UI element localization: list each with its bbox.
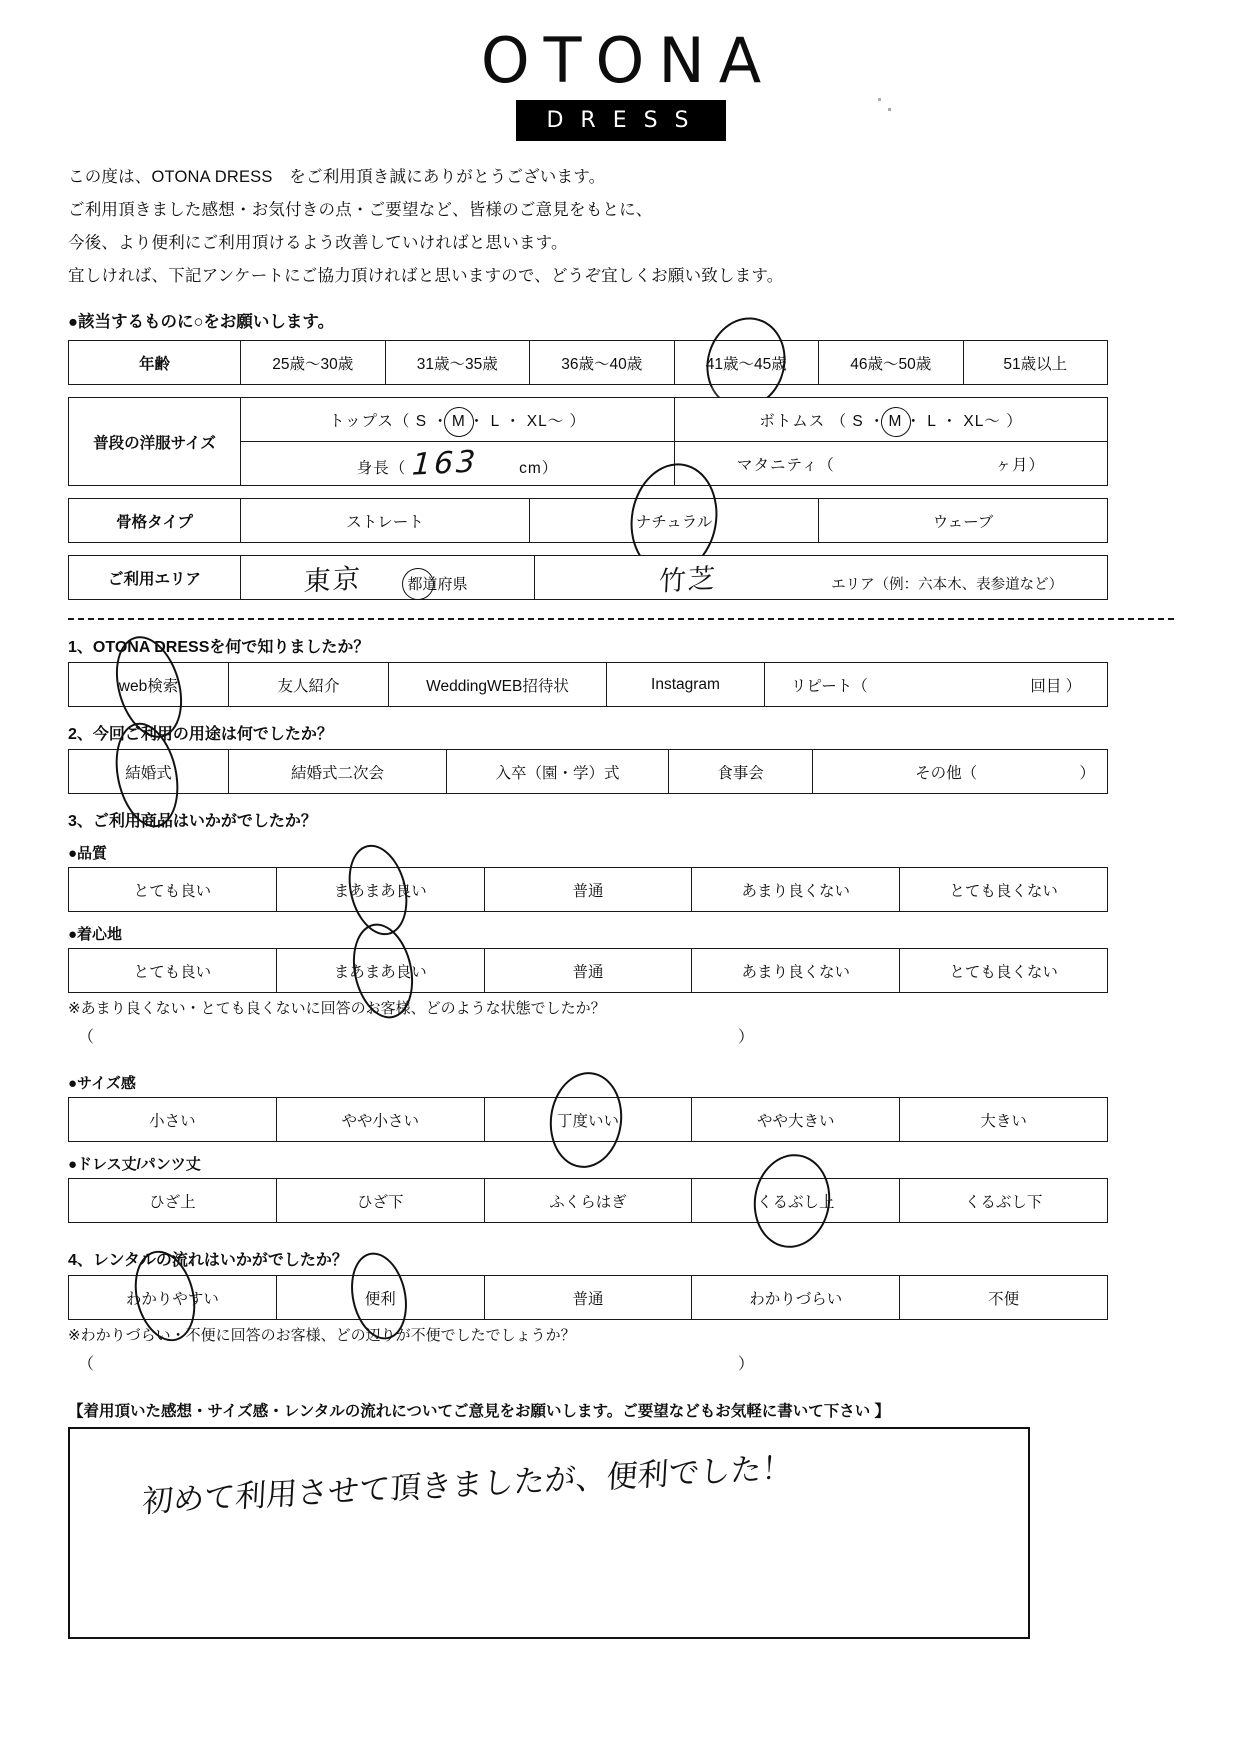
q3-comfort-note-input[interactable] <box>78 1024 1242 1046</box>
section-divider <box>68 618 1174 620</box>
q1-option-1[interactable] <box>229 663 389 707</box>
intro-text <box>68 163 1242 286</box>
age-option-4[interactable] <box>819 341 964 385</box>
table-row <box>69 1098 1108 1142</box>
tops-selected-size[interactable] <box>449 413 469 431</box>
option-label: ひざ上 <box>149 1193 196 1211</box>
maternity-label: マタニティ（ <box>737 456 835 474</box>
q3-size-feel-option-1[interactable] <box>276 1098 484 1142</box>
area-detail-cell[interactable] <box>535 556 1108 600</box>
tops-suffix: ・ L ・ XL～ ） <box>468 412 587 430</box>
scan-speck <box>878 98 881 101</box>
age-option-label: 36歳～40歳 <box>561 355 643 373</box>
q2-table <box>68 749 1108 794</box>
q3-quality-option-4[interactable] <box>900 868 1108 912</box>
frame-type-option-1[interactable] <box>530 499 819 543</box>
intro-line-3: 今後、より便利にご利用頂けるよう改善していければと思います。 <box>68 234 568 252</box>
q4-option-4[interactable] <box>900 1276 1108 1320</box>
height-value: 163 <box>410 444 479 483</box>
q2-other-label-right: ） <box>1079 764 1095 782</box>
age-option-3[interactable] <box>674 341 819 385</box>
q1-option-label: 友人紹介 <box>277 677 340 695</box>
age-option-label: 25歳～30歳 <box>272 355 354 373</box>
age-table <box>68 340 1108 385</box>
q3-heading: 3、ご利用商品はいかがでしたか？ <box>68 813 317 830</box>
q3-length-option-2[interactable] <box>484 1179 692 1223</box>
age-option-label: 31歳～35歳 <box>416 355 498 373</box>
q1-option-3[interactable] <box>607 663 765 707</box>
frame-type-option-label: ナチュラル <box>635 513 713 531</box>
option-label: あまり良くない <box>741 882 851 900</box>
option-label: とても良くない <box>949 963 1058 981</box>
q3-length-table <box>68 1178 1108 1223</box>
option-label: 不便 <box>988 1290 1020 1308</box>
maternity-unit: ヶ月） <box>995 456 1045 474</box>
brand-name: OTONA <box>480 24 776 97</box>
q1-option-label: Instagram <box>651 675 720 693</box>
option-label: わかりやすい <box>125 1290 219 1308</box>
q1-heading: 1、OTONA DRESSを何で知りましたか？ <box>68 639 370 656</box>
q2-option-label: 結婚式 <box>125 764 172 782</box>
frame-type-option-2[interactable] <box>819 499 1108 543</box>
q2-option-0[interactable] <box>69 750 229 794</box>
option-label: とても良い <box>133 882 212 900</box>
option-label: ひざ下 <box>356 1193 404 1211</box>
area-table <box>68 555 1108 600</box>
table-row <box>69 1276 1108 1320</box>
scan-speck <box>888 108 891 111</box>
q4-option-1[interactable] <box>276 1276 484 1320</box>
frame-type-option-0[interactable] <box>241 499 530 543</box>
q2-option-label: 入卒（園・学）式 <box>495 764 620 782</box>
q3-comfort-option-3[interactable] <box>692 949 900 993</box>
frame-type-table <box>68 498 1108 543</box>
table-row <box>69 341 1108 385</box>
q3-comfort-option-2[interactable] <box>484 949 692 993</box>
age-option-0[interactable] <box>241 341 386 385</box>
area-label: ご利用エリア <box>69 556 241 600</box>
q3-size-feel-label: ●サイズ感 <box>68 1075 136 1092</box>
comment-heading: 【着用頂いた感想・サイズ感・レンタルの流れについてご意見をお願いします。ご要望などもお気軽に書いて下さい 】 <box>68 1403 891 1420</box>
option-label: あまり良くない <box>741 963 851 981</box>
option-label: まあまあ良い <box>333 963 427 981</box>
paren-open: （ <box>78 1029 95 1046</box>
height-label: 身長（ <box>356 460 407 477</box>
option-label: ふくらはぎ <box>549 1193 627 1211</box>
option-label: 便利 <box>364 1290 396 1308</box>
q3-size-feel-option-3[interactable] <box>692 1098 900 1142</box>
option-label: とても良くない <box>949 882 1058 900</box>
q3-comfort-option-1[interactable] <box>276 949 484 993</box>
frame-type-label: 骨格タイプ <box>69 499 241 543</box>
intro-line-4: 宜しければ、下記アンケートにご協力頂ければと思いますので、どうぞ宜しくお願い致します。 <box>68 267 784 285</box>
bottoms-size-letter: M <box>888 412 903 430</box>
q3-size-feel-option-0[interactable] <box>69 1098 277 1142</box>
q3-comfort-table <box>68 948 1108 993</box>
q4-option-2[interactable] <box>484 1276 692 1320</box>
age-option-label: 51歳以上 <box>1003 355 1068 373</box>
paren-close: ） <box>738 1356 755 1373</box>
clothing-size-table <box>68 397 1108 486</box>
q1-option-label: web検索 <box>118 677 179 695</box>
q4-option-3[interactable] <box>692 1276 900 1320</box>
q1-repeat-label-right: 回目 ） <box>1030 677 1082 695</box>
option-label: 大きい <box>980 1112 1027 1130</box>
brand-logo <box>0 0 1242 141</box>
q3-length-option-0[interactable] <box>69 1179 277 1223</box>
option-label: とても良い <box>133 963 212 981</box>
q3-comfort-option-0[interactable] <box>69 949 277 993</box>
prefecture-cell[interactable] <box>241 556 535 600</box>
q2-option-label: 食事会 <box>717 764 764 782</box>
q2-option-label: 結婚式二次会 <box>290 764 384 782</box>
q3-quality-option-1[interactable] <box>276 868 484 912</box>
age-option-label: 41歳～45歳 <box>705 355 787 373</box>
comment-box[interactable] <box>68 1427 1030 1639</box>
table-row <box>69 398 1108 442</box>
q2-heading: 2、今回ご利用の用途は何でしたか？ <box>68 726 333 743</box>
q4-table <box>68 1275 1108 1320</box>
table-row <box>69 868 1108 912</box>
area-hint: エリア（例：六本木、表参道など） <box>831 577 1064 593</box>
brand-subtitle: DRESS <box>516 100 725 141</box>
paren-close: ） <box>738 1029 755 1046</box>
prefecture-suffix[interactable] <box>404 573 470 594</box>
option-label: まあまあ良い <box>333 882 427 900</box>
q1-repeat-cell[interactable] <box>765 663 1108 707</box>
q1-option-label: WeddingWEB招待状 <box>426 677 569 695</box>
q3-size-feel-option-4[interactable] <box>900 1098 1108 1142</box>
table-row <box>69 949 1108 993</box>
q1-option-0[interactable] <box>69 663 229 707</box>
comment-value: 初めて利用させて頂きましたが、便利でした！ <box>141 1449 794 1521</box>
age-option-2[interactable] <box>530 341 675 385</box>
intro-line-2: ご利用頂きました感想・お気付きの点・ご要望など、皆様のご意見をもとに、 <box>68 201 653 219</box>
option-label: やや大きい <box>757 1112 835 1130</box>
q2-other-label-left: その他（ <box>915 764 978 782</box>
q1-repeat-label-left: リピート（ <box>790 677 868 695</box>
instruction-text: ●該当するものに○をお願いします。 <box>68 313 335 331</box>
option-label: くるぶし下 <box>964 1193 1043 1211</box>
option-label: くるぶし上 <box>757 1193 835 1211</box>
paren-open: （ <box>78 1356 95 1373</box>
frame-type-option-label: ウェーブ <box>932 513 994 531</box>
tops-prefix: トップス（ S ・ <box>328 412 449 430</box>
height-unit: cm） <box>519 460 559 477</box>
option-label: 丁度いい <box>556 1112 619 1130</box>
area-value: 竹芝 <box>657 563 718 598</box>
q1-table <box>68 662 1108 707</box>
table-row <box>69 556 1108 600</box>
option-label: わかりづらい <box>749 1290 843 1308</box>
option-label: やや小さい <box>341 1112 419 1130</box>
option-label: 普通 <box>572 963 604 981</box>
age-option-1[interactable] <box>385 341 530 385</box>
tops-size-cell[interactable] <box>241 398 675 442</box>
prefecture-value: 東京 <box>303 563 364 598</box>
bottoms-suffix: ・ L ・ XL～ ） <box>905 412 1023 430</box>
q3-size-feel-table <box>68 1097 1108 1142</box>
bottoms-prefix: ボトムス （ S ・ <box>759 412 886 430</box>
option-label: 普通 <box>572 882 604 900</box>
bottoms-size-cell[interactable] <box>675 398 1108 442</box>
q3-comfort-label: ●着心地 <box>68 926 123 943</box>
table-row <box>69 663 1108 707</box>
q3-quality-option-2[interactable] <box>484 868 692 912</box>
age-option-label: 46歳～50歳 <box>850 355 932 373</box>
q3-length-option-1[interactable] <box>276 1179 484 1223</box>
q3-length-label: ●ドレス丈/パンツ丈 <box>68 1156 201 1173</box>
q2-other-cell[interactable] <box>813 750 1108 794</box>
q3-length-option-4[interactable] <box>900 1179 1108 1223</box>
q4-option-0[interactable] <box>69 1276 277 1320</box>
q3-size-feel-option-2[interactable] <box>484 1098 692 1142</box>
table-row <box>69 499 1108 543</box>
q1-option-2[interactable] <box>389 663 607 707</box>
q2-option-2[interactable] <box>447 750 669 794</box>
q2-option-1[interactable] <box>229 750 447 794</box>
q4-note: ※わかりづらい・不便に回答のお客様、どの辺りが不便でしたでしょうか？ <box>68 1327 576 1344</box>
age-label: 年齢 <box>69 341 241 385</box>
q4-heading: 4、レンタルの流れはいかがでしたか？ <box>68 1252 348 1269</box>
q3-comfort-option-4[interactable] <box>900 949 1108 993</box>
frame-type-option-label: ストレート <box>346 513 424 531</box>
prefecture-suffix-label: 都道府県 <box>407 576 468 593</box>
q4-note-input[interactable] <box>78 1351 1242 1373</box>
option-label: 小さい <box>149 1112 196 1130</box>
q2-option-3[interactable] <box>669 750 813 794</box>
bottoms-selected-size[interactable] <box>886 413 906 431</box>
table-row <box>69 750 1108 794</box>
table-row <box>69 1179 1108 1223</box>
clothing-size-label: 普段の洋服サイズ <box>69 398 241 486</box>
q3-comfort-note: ※あまり良くない・とても良くないに回答のお客様、どのような状態でしたか？ <box>68 1000 606 1017</box>
option-label: 普通 <box>572 1290 604 1308</box>
tops-size-letter: M <box>451 412 466 430</box>
height-cell[interactable] <box>241 442 675 486</box>
age-option-5[interactable] <box>963 341 1108 385</box>
q3-quality-option-3[interactable] <box>692 868 900 912</box>
q3-quality-option-0[interactable] <box>69 868 277 912</box>
maternity-cell[interactable] <box>675 442 1108 486</box>
intro-line-1: この度は、OTONA DRESS をご利用頂き誠にありがとうございます。 <box>68 168 606 186</box>
q3-quality-label: ●品質 <box>68 845 108 862</box>
q3-quality-table <box>68 867 1108 912</box>
q3-length-option-3[interactable] <box>692 1179 900 1223</box>
